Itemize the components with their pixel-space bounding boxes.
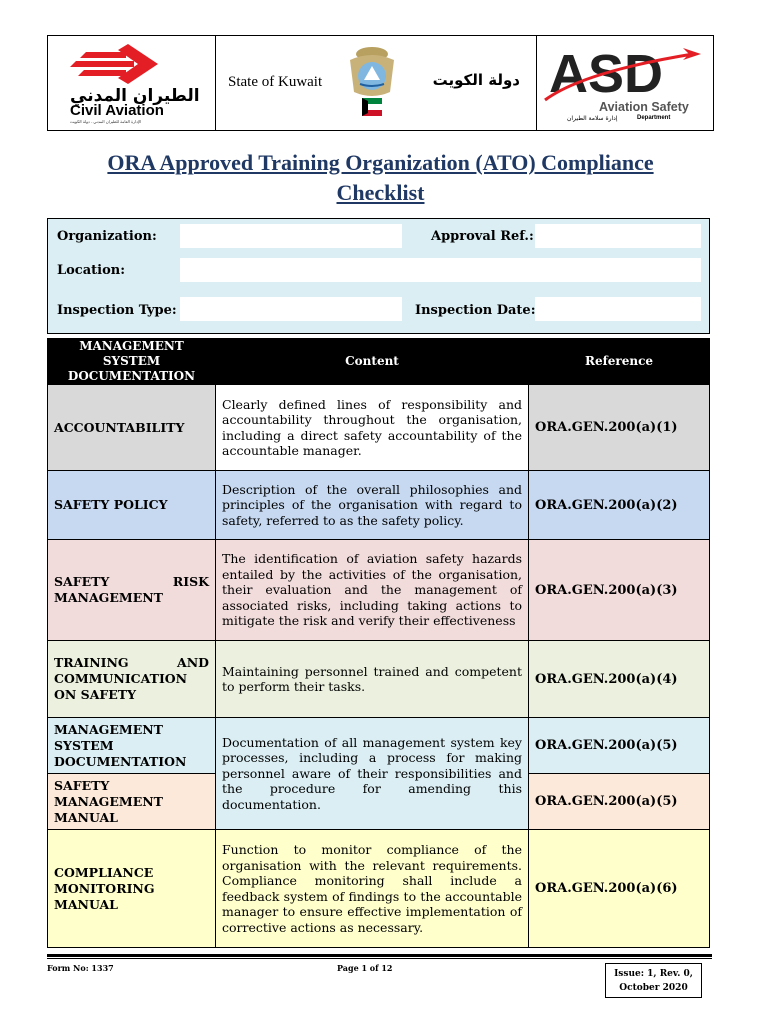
table-row <box>48 385 710 471</box>
row-reference: ORA.GEN.200(a)(4) <box>529 641 710 718</box>
page-title-line-2: Checklist <box>336 180 425 205</box>
inspection-date-field[interactable] <box>535 297 701 321</box>
table-row <box>48 471 710 540</box>
inspection-info-box <box>47 218 710 334</box>
issue-box <box>605 963 702 998</box>
row-category: SAFETY MANAGEMENT MANUAL <box>48 774 216 830</box>
row-reference: ORA.GEN.200(a)(5) <box>529 774 710 830</box>
row-category: TRAINING AND COMMUNICATION ON SAFETY <box>48 641 216 718</box>
svg-text:ASD: ASD <box>549 44 664 104</box>
organization-label: Organization: <box>57 229 157 244</box>
civil-aviation-english-name: Civil Aviation <box>70 102 164 119</box>
issue-date: October 2020 <box>619 983 688 993</box>
approval-ref-field[interactable] <box>535 224 701 248</box>
row-category: SAFETY POLICY <box>48 471 216 540</box>
table-row <box>48 830 710 948</box>
state-cell <box>216 36 537 130</box>
row-reference: ORA.GEN.200(a)(6) <box>529 830 710 948</box>
row-category: ACCOUNTABILITY <box>48 385 216 471</box>
compliance-checklist-table <box>47 338 710 948</box>
footer-divider-thick <box>47 954 712 957</box>
civil-aviation-arrow-logo <box>66 42 196 86</box>
row-reference: ORA.GEN.200(a)(2) <box>529 471 710 540</box>
inspection-date-label: Inspection Date: <box>415 303 536 318</box>
row-content: Clearly defined lines of responsibility and accountability throughout the organisation, including a direct safety accountability of the accountable manager. <box>216 385 529 471</box>
row-category: COMPLIANCE MONITORING MANUAL <box>48 830 216 948</box>
asd-logo-cell <box>537 36 713 130</box>
header-content: Content <box>216 339 529 385</box>
row-content: Documentation of all management system key processes, including a process for making personnel aware of their responsibilities and the procedure for amending this documentation. <box>216 718 529 830</box>
inspection-type-label: Inspection Type: <box>57 303 177 318</box>
row-content: Maintaining personnel trained and competent to perform their tasks. <box>216 641 529 718</box>
table-row <box>48 540 710 641</box>
document-header <box>47 35 714 131</box>
page-number: Page 1 of 12 <box>337 963 393 973</box>
organization-field[interactable] <box>180 224 402 248</box>
row-category: MANAGEMENT SYSTEM DOCUMENTATION <box>48 718 216 774</box>
table-header-row <box>48 339 710 385</box>
kuwait-emblem-icon <box>344 42 400 122</box>
civil-aviation-logo-cell <box>48 36 216 130</box>
asd-logo-icon <box>543 42 703 104</box>
row-content: Description of the overall philosophies and principles of the organisation with regard to safety, referred to as the safety policy. <box>216 471 529 540</box>
table-row <box>48 641 710 718</box>
asd-arabic-text: إدارة سلامة الطيران <box>567 115 618 122</box>
location-field[interactable] <box>180 258 701 282</box>
inspection-type-field[interactable] <box>180 297 402 321</box>
row-content: Function to monitor compliance of the organisation with the relevant requirements. Compliance monitoring shall include a feedback system of findings to the accountable manager to ensure effective implementation of corrective actions as necessary. <box>216 830 529 948</box>
page-title-line-1: ORA Approved Training Organization (ATO) Compliance <box>107 150 654 175</box>
row-reference: ORA.GEN.200(a)(3) <box>529 540 710 641</box>
header-category: MANAGEMENT SYSTEM DOCUMENTATION <box>48 339 216 385</box>
table-row <box>48 718 710 774</box>
row-category: SAFETY RISK MANAGEMENT <box>48 540 216 641</box>
civil-aviation-arabic-name: الطيران المدني <box>70 86 200 106</box>
row-content: The identification of aviation safety hazards entailed by the activities of the organisation, their evaluation and the management of associated risks, including taking actions to mitigate the risk and verify their effectiveness <box>216 540 529 641</box>
location-label: Location: <box>57 263 126 278</box>
state-name-english: State of Kuwait <box>228 74 323 90</box>
header-reference: Reference <box>529 339 710 385</box>
civil-aviation-subtitle: الإدارة العامة للطيران المدني - دولة الكويت <box>70 119 142 124</box>
row-reference: ORA.GEN.200(a)(1) <box>529 385 710 471</box>
asd-aviation-safety-text: Aviation Safety <box>599 100 689 114</box>
approval-ref-label: Approval Ref.: <box>431 229 534 244</box>
form-number: Form No: 1337 <box>47 963 114 973</box>
row-reference: ORA.GEN.200(a)(5) <box>529 718 710 774</box>
issue-revision: Issue: 1, Rev. 0, <box>614 969 693 979</box>
state-name-arabic: دولة الكويت <box>432 71 520 89</box>
asd-department-text: Department <box>637 115 671 121</box>
footer-divider-thin <box>47 958 712 959</box>
